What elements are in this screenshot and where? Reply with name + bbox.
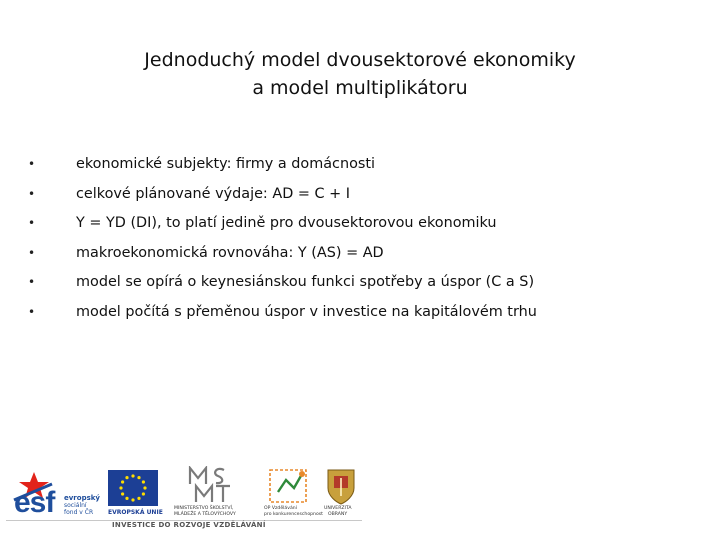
- bullet-text: model počítá s přeměnou úspor v investice na kapitálovém trhu: [76, 303, 537, 320]
- bullet-text: celkové plánované výdaje: AD = C + I: [76, 185, 350, 202]
- slide-title-line-1: Jednoduchý model dvousektorové ekonomiky: [144, 49, 576, 71]
- bullet-icon: •: [28, 216, 36, 230]
- university-caption-1: UNIVERZITA: [324, 506, 352, 511]
- university-caption-2: OBRANY: [328, 512, 348, 517]
- esf-wordmark: esf: [14, 486, 55, 519]
- list-item: [28, 298, 708, 328]
- msmt-caption-2: MLÁDEŽE A TĚLOVÝCHOVY: [174, 512, 236, 517]
- op-vk-logo: [264, 466, 323, 518]
- footer-slogan: INVESTICE DO ROZVOJE VZDĚLÁVÁNÍ: [112, 521, 266, 529]
- list-item: [28, 180, 708, 210]
- slide-title: [60, 46, 660, 102]
- esf-logo: [12, 470, 108, 520]
- op-caption-2: pro konkurenceschopnost: [264, 512, 323, 517]
- list-item: [28, 150, 708, 180]
- bullet-text: ekonomické subjekty: firmy a domácnosti: [76, 156, 376, 172]
- slide-title-line-2: a model multiplikátoru: [252, 77, 468, 99]
- bullet-list: [28, 150, 708, 327]
- eu-logo: [106, 468, 163, 518]
- bullet-text: makroekonomická rovnováha: Y (AS) = AD: [76, 244, 384, 261]
- op-caption-1: OP Vzdělávání: [264, 506, 297, 511]
- university-crest-icon: [320, 466, 362, 506]
- msmt-monogram-icon: [172, 466, 250, 504]
- logo-strip: [0, 462, 370, 540]
- eu-caption: EVROPSKÁ UNIE: [108, 509, 163, 516]
- msmt-logo: [172, 466, 250, 518]
- esf-caption-2: sociální: [64, 502, 87, 509]
- bullet-text: model se opírá o keynesiánskou funkci spotřeby a úspor (C a S): [76, 274, 535, 290]
- bullet-icon: •: [28, 157, 36, 171]
- esf-caption-1: evropský: [64, 494, 100, 502]
- esf-caption-3: fond v ČR: [64, 509, 94, 516]
- list-item: [28, 239, 708, 269]
- list-item: [28, 268, 708, 298]
- bullet-icon: •: [28, 245, 36, 260]
- bullet-icon: •: [28, 304, 36, 319]
- list-item: [28, 209, 708, 239]
- op-vk-icon: [264, 466, 318, 506]
- msmt-caption-1: MINISTERSTVO ŠKOLSTVÍ,: [174, 506, 234, 511]
- bullet-icon: •: [28, 275, 36, 289]
- bullet-icon: •: [28, 186, 36, 201]
- eu-flag-icon: [106, 468, 160, 508]
- bullet-text: Y = YD (DI), to platí jedině pro dvousektorovou ekonomiku: [76, 215, 497, 231]
- university-logo: [320, 466, 362, 518]
